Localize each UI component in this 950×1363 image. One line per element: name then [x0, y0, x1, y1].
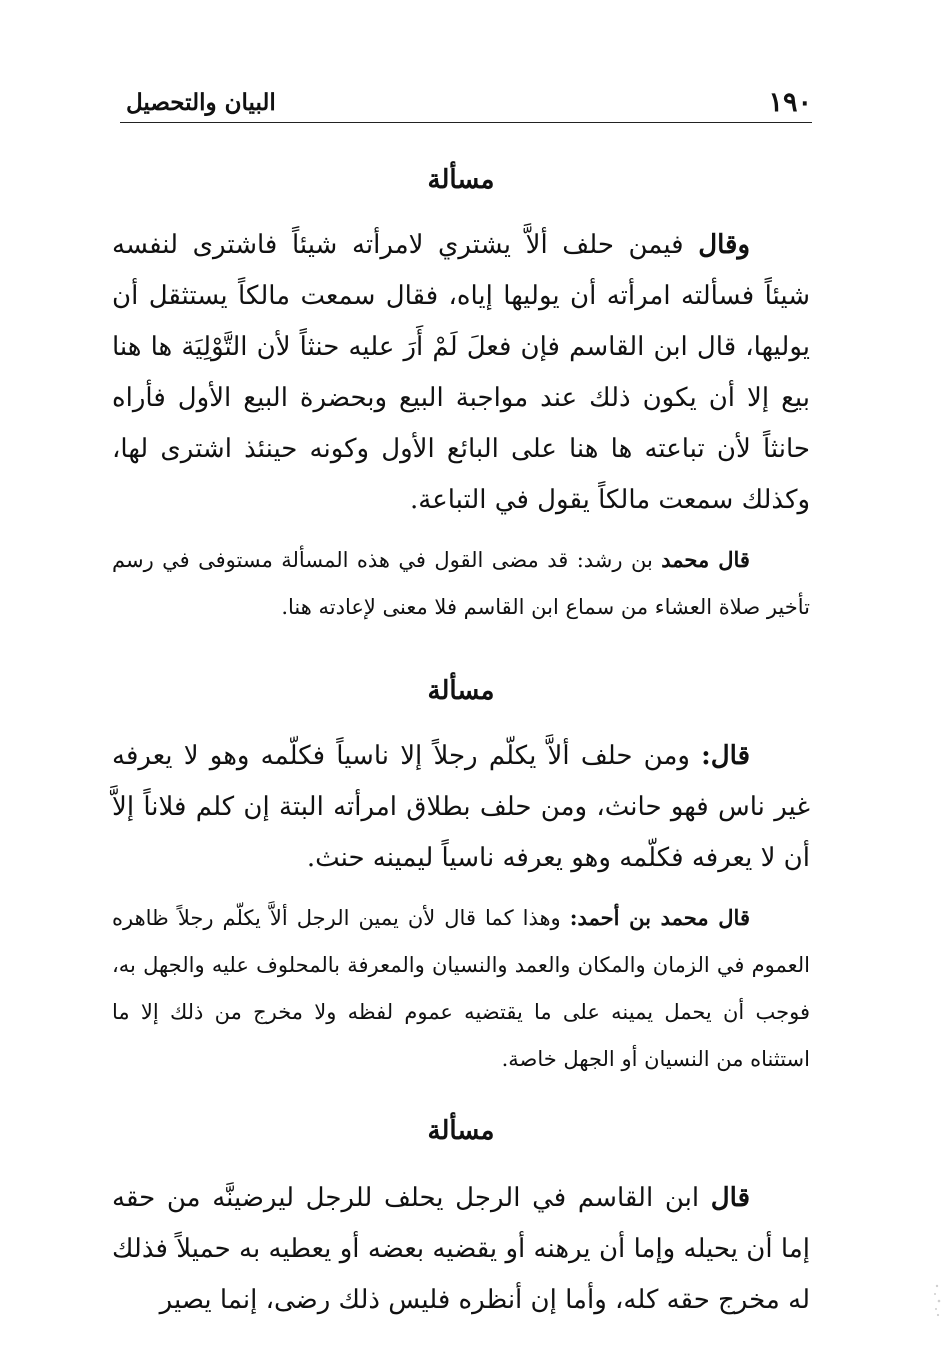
commentary-lead: قال محمد: [661, 547, 750, 572]
commentary-paragraph: [112, 536, 810, 631]
page-number: ١٩٠: [768, 87, 812, 118]
paragraph-text: ومن حلف ألاَّ يكلّم رجلاً إلا ناسياً فكلّمه وهو لا يعرفه غير ناس فهو حانث، ومن حلف بطلاق امرأته البتة إن كلم فلاناً إلاَّ أن لا يعرفه فكلّمه وهو يعرفه ناسياً ليمينه حنث.: [112, 741, 810, 873]
section-paragraph: [112, 1173, 810, 1326]
section-heading: مسألة: [427, 1116, 495, 1146]
section-paragraph: [112, 220, 810, 526]
commentary-paragraph: [112, 894, 810, 1083]
section-heading: مسألة: [427, 676, 495, 706]
paragraph-lead: قال:: [701, 741, 750, 771]
section-heading: مسألة: [427, 165, 495, 195]
running-title: البيان والتحصيل: [126, 89, 276, 116]
page-body: [112, 150, 810, 1326]
commentary-text: وهذا كما قال لأن يمين الرجل ألاَّ يكلّم رجلاً ظاهره العموم في الزمان والمكان والعمد والنسيان والمعرفة بالمحلوف عليه والجهل به، فوجب أن يحمل يمينه على ما يقتضيه عموم لفظه ولا مخرج من ذلك إلا ما استثناه من النسيان أو الجهل خاصة.: [112, 906, 810, 1071]
paragraph-lead: قال: [710, 1183, 751, 1213]
commentary-text: بن رشد: قد مضى القول في هذه المسألة مستوفى في رسم تأخير صلاة العشاء من سماع ابن القاسم فلا معنى لإعادته هنا.: [112, 548, 810, 619]
scan-speckle-mark: [930, 1280, 944, 1320]
paragraph-lead: وقال: [698, 230, 750, 260]
page-header: [120, 82, 812, 123]
paragraph-text: ابن القاسم في الرجل يحلف للرجل ليرضينَّه من حقه إما أن يحيله وإما أن يرهنه أو يقضيه بعضه أو يعطيه به حميلاً فذلك له مخرج حقه كله، وأما إن أنظره فليس ذلك رضى، إنما يصير: [112, 1183, 810, 1315]
section-paragraph: [112, 731, 810, 884]
commentary-lead: قال محمد بن أحمد:: [569, 905, 750, 930]
paragraph-text: فيمن حلف ألاَّ يشتري لامرأته شيئاً فاشترى لنفسه شيئاً فسألته امرأته أن يوليها إياه، فقال سمعت مالكاً يستثقل أن يوليها، قال ابن القاسم فإن فعلَ لَمْ أَرَ عليه حنثاً لأن التَّوْلِيَة ها هنا بيع إلا أن يكون ذلك عند مواجبة البيع وبحضرة البيع الأول فأراه حانثاً لأن تباعته ها هنا على البائع الأول وكونه حينئذ اشترى لها، وكذلك سمعت مالكاً يقول في التباعة.: [112, 230, 810, 515]
